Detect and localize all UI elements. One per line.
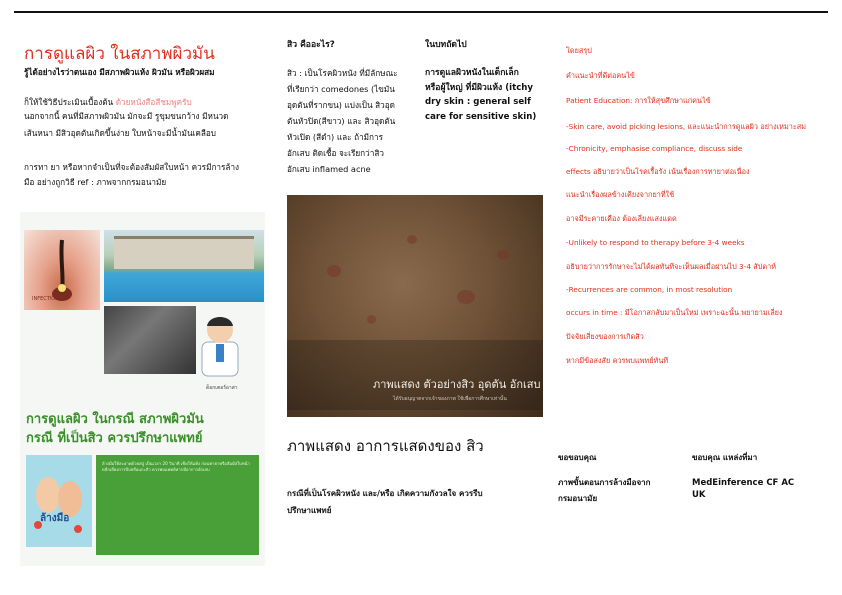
summary-line: -Unlikely to respond to therapy before 3-4 weeks (566, 238, 745, 247)
building-shape (114, 236, 254, 269)
acne-body-line: สิว : เป็นโรคผิวหนัง ที่มีลักษณะ (287, 68, 398, 78)
handwash-illustration (26, 455, 92, 547)
paragraph-oily-line1: นอกจากนี้ คนที่มีสภาพผิวมัน มักจะมี รูขุมขนกว้าง มีหนวด (24, 111, 229, 121)
acne-body-line: อุดตันที่รากขน) แบ่งเป็น สิวอุด (287, 99, 395, 110)
sources-line1: MedEinference CF AC (692, 478, 795, 488)
lesion-spot (327, 265, 341, 277)
symptoms-caption: ภาพแสดง อาการแสดงของ สิว (287, 437, 484, 455)
summary-line: ปัจจัยเสี่ยงของการเกิดสิว (566, 332, 644, 341)
gym-photo (104, 306, 196, 374)
acne-body-line: อักเสบ ติดเชื้อ จะเรียกว่าสิว (287, 147, 384, 158)
consult-line1: กรณีที่เป็นโรคผิวหนัง และ/หรือ เกิดความกังวลใจ ควรรีบ (287, 489, 483, 498)
doctor-cartoon (192, 308, 248, 378)
paragraph-oily-line2: เส้นหนา มีสิวอุดตันเกิดขึ้นง่าย ใบหน้าจะมีน้ำมันเคลือบ (24, 128, 216, 138)
next-chapter-line: dry skin : general self (425, 97, 531, 108)
poster-green-title2: กรณี ที่เป็นสิว ควรปรึกษาแพทย์ (26, 431, 203, 446)
lesion-spot (457, 290, 475, 304)
thanks-heading: ขอขอบคุณ (558, 453, 597, 462)
lesion-spot (367, 315, 376, 324)
summary-line: -Chronicity, emphasise compliance, discuss side (566, 144, 743, 153)
summary-line: -Skin care, avoid picking lesions, และแนะนำการดูแลผิว อย่างเหมาะสม (566, 122, 807, 131)
acne-body (287, 66, 398, 178)
next-chapter-line: หรือผู้ใหญ่ ที่มีผิวแห้ง (itchy (425, 82, 534, 93)
poster-info-text: ล้างมือให้สะอาดด้วยสบู่ เป็นเวลา 20 วินาที เช็ดให้แห้ง ก่อนทายาหรือสัมผัสใบหน้า หลีกเลี่ยงการบีบหรือแกะสิว ควรพบแพทย์หากมีอาการอักเสบ (102, 461, 250, 473)
lesion-spot (407, 235, 417, 244)
summary-line: Patient Education: การให้สุขศึกษาแก่คนไข้ (566, 96, 711, 105)
acne-photo (287, 195, 543, 417)
summary-line: effects อธิบายว่าเป็นโรคเรื้อรัง เน้นเรื่องการทายาต่อเนื่อง (566, 167, 750, 176)
acne-body-line: ตันหัวปิด(สีขาว) และ สิวอุดตัน (287, 115, 396, 126)
sources-line2: UK (692, 490, 706, 500)
thanks-line2: กรมอนามัย (558, 494, 598, 503)
photo-subcaption: ได้รับอนุญาตจากเจ้าของภาพ ใช้เพื่อการศึกษาเท่านั้น (393, 396, 507, 402)
acne-body-line: อักเสบ inflamed acne (287, 163, 371, 174)
subtitle: รู้ได้อย่างไรว่าตนเอง มีสภาพผิวแห้ง ผิวมัน หรือผิวผสม (24, 67, 215, 77)
summary-line: โดยสรุป (566, 46, 592, 55)
thanks-line1: ภาพขั้นตอนการล้างมือจาก (558, 478, 651, 487)
poster-green-title1: การดูแลผิว ในกรณี สภาพผิวมัน (26, 412, 204, 427)
assess-text: ก็ให้ใช้วิธีประเมินเบื้องต้น (24, 97, 116, 107)
acne-body-line: ที่เรียกว่า comedones (ไขมัน (287, 83, 395, 94)
skin-infection-illustration (24, 230, 100, 310)
summary-line: คำแนะนำที่ดีต่อคนไข้ (566, 71, 635, 80)
consult-line2: ปรึกษาแพทย์ (287, 506, 332, 515)
summary-line: occurs in time : มีโอกาสกลับมาเป็นใหม่ เพราะฉะนั้น พยายามเลี่ยง (566, 308, 783, 317)
acne-body-line: หัวเปิด (สีดำ) และ ถ้ามีการ (287, 131, 384, 142)
summary-line: แนะนำเรื่องผลข้างเคียงจากยาที่ใช้ (566, 190, 675, 199)
summary-line: หากมีข้อสงสัย ควรพบแพทย์ทันที (566, 356, 669, 365)
summary-line: อาจมีระคายเคือง ต้องเลี่ยงแสงแดด (566, 214, 677, 223)
pool-photo (104, 230, 264, 302)
summary-line: อธิบายว่าการรักษาจะไม่ได้ผลทันทีจะเห็นผลเมื่อผ่านไป 3-4 สัปดาห์ (566, 262, 777, 271)
hands-icon (26, 455, 92, 547)
poster-info-box (96, 455, 259, 555)
infection-label: INFECTION (32, 296, 59, 302)
acne-heading: สิว คืออะไร? (287, 40, 335, 50)
next-chapter-body (425, 66, 536, 124)
next-chapter-line: การดูแลผิวหนังในเด็กเล็ก (425, 68, 519, 78)
next-chapter-line: care for sensitive skin) (425, 111, 537, 122)
paragraph-wash-line2: มือ อย่างถูกวิธี ref : ภาพจากกรมอนามัย (24, 177, 167, 187)
handwash-label: ล้างมือ (40, 513, 70, 524)
assess-highlight: ด้วยหนังสือสีชมพูครับ (115, 97, 192, 107)
paragraph-assess (24, 96, 192, 109)
paragraph-wash-line1: การทา ยา หรือหากจำเป็นที่จะต้องสัมผัสใบหน้า ควรมีการล้าง (24, 162, 240, 172)
lesion-spot (497, 250, 509, 260)
main-title: การดูแลผิว ในสภาพผิวมัน (24, 44, 215, 64)
poster-collage (20, 212, 265, 566)
photo-caption: ภาพแสดง ตัวอย่างสิว อุดตัน อักเสบ (373, 378, 541, 391)
sources-heading: ขอบคุณ แหล่งที่มา (692, 453, 758, 462)
summary-line: -Recurrences are common, in most resolution (566, 285, 733, 294)
next-chapter-heading: ในบทถัดไป (425, 40, 467, 50)
doctor-icon (192, 308, 248, 378)
doctor-label: ด็อกเตอร์อาสา (206, 385, 238, 391)
top-rule (14, 11, 828, 13)
